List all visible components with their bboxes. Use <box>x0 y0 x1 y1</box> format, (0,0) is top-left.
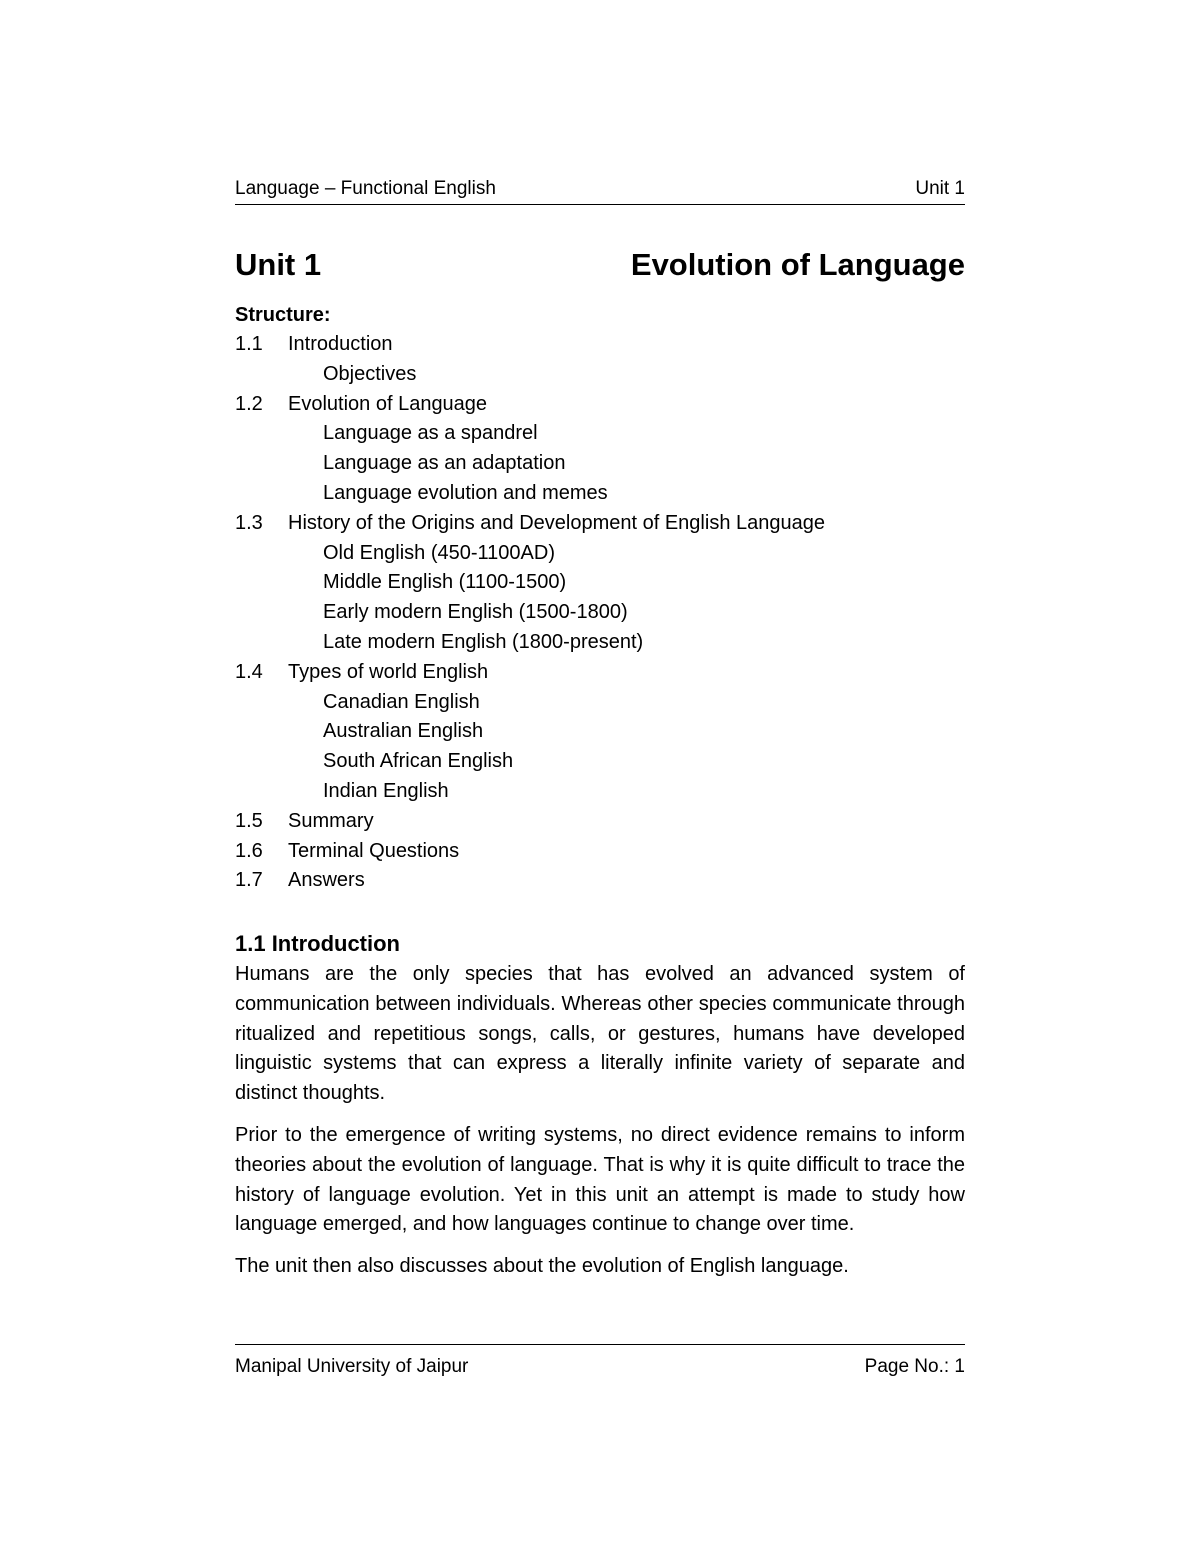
structure-subitem <box>235 717 965 747</box>
structure-subitem <box>235 628 965 658</box>
structure-subitem <box>235 360 965 390</box>
structure-subitem <box>235 598 965 628</box>
structure-item-label: Middle English (1100-1500) <box>323 571 567 594</box>
footer-rule <box>235 1344 965 1345</box>
header-course-title: Language – Functional English <box>235 178 496 199</box>
structure-item <box>235 330 965 360</box>
unit-number: Unit 1 <box>235 247 322 282</box>
structure-item-label: Indian English <box>323 779 449 802</box>
structure-item-label: Australian English <box>323 720 484 743</box>
introduction-section <box>235 928 965 1294</box>
structure-item-label: Late modern English (1800-present) <box>323 630 644 653</box>
structure-item-label: Answers <box>288 869 365 892</box>
structure-item-label: Summary <box>288 809 374 832</box>
running-footer <box>235 1355 965 1379</box>
structure-item-number: 1.4 <box>235 660 263 683</box>
structure-item <box>235 390 965 420</box>
footer-page-number: Page No.: 1 <box>864 1356 965 1377</box>
structure-item <box>235 509 965 539</box>
structure-item-label: Evolution of Language <box>288 392 488 415</box>
structure-item <box>235 866 965 896</box>
structure-item-number: 1.7 <box>235 869 263 892</box>
structure-outline <box>235 300 965 896</box>
structure-item-number: 1.2 <box>235 392 263 415</box>
structure-item-label: Language as an adaptation <box>323 452 566 475</box>
structure-list <box>235 330 965 896</box>
structure-subitem <box>235 747 965 777</box>
structure-item <box>235 837 965 867</box>
structure-subitem <box>235 539 965 569</box>
footer-institution: Manipal University of Jaipur <box>235 1356 469 1377</box>
structure-item-number: 1.5 <box>235 809 263 832</box>
structure-item-label: History of the Origins and Development of English Language <box>288 511 825 534</box>
structure-item-label: Types of world English <box>288 660 489 683</box>
header-rule <box>235 204 965 205</box>
structure-item-number: 1.6 <box>235 839 263 862</box>
structure-item-number: 1.1 <box>235 333 263 355</box>
section-heading: 1.1 Introduction <box>235 931 400 956</box>
structure-item <box>235 658 965 688</box>
paragraph: Humans are the only species that has evolved an advanced system of communication between individuals. Whereas other species communicate through ritualized and repetitious songs, calls, or gestures, humans have developed linguistic systems that can express a literally infinite variety of separate and distinct thoughts. <box>235 963 965 1105</box>
running-header <box>235 177 965 201</box>
structure-item-label: Introduction <box>288 333 393 355</box>
paragraph: The unit then also discusses about the evolution of English language. <box>235 1255 849 1278</box>
structure-item-label: Objectives <box>323 362 417 385</box>
structure-item-number: 1.3 <box>235 511 263 534</box>
structure-item-label: South African English <box>323 750 514 773</box>
structure-item-label: Language evolution and memes <box>323 481 608 504</box>
structure-subitem <box>235 479 965 509</box>
header-unit-label: Unit 1 <box>915 178 965 199</box>
paragraph: Prior to the emergence of writing systems, no direct evidence remains to inform theories about the evolution of language. That is why it is quite difficult to trace the history of language evolution. Yet in this unit an attempt is made to study how language emerged, and how languages continue to change over time. <box>235 1123 965 1236</box>
structure-heading: Structure: <box>235 304 331 326</box>
unit-name: Evolution of Language <box>630 247 965 282</box>
structure-subitem <box>235 777 965 807</box>
structure-subitem <box>235 568 965 598</box>
document-page <box>235 0 965 1553</box>
unit-title <box>235 246 965 284</box>
structure-subitem <box>235 449 965 479</box>
structure-item-label: Canadian English <box>323 690 480 713</box>
structure-subitem <box>235 688 965 718</box>
structure-item-label: Old English (450-1100AD) <box>323 541 555 564</box>
structure-item-label: Language as a spandrel <box>323 422 538 445</box>
structure-subitem <box>235 419 965 449</box>
structure-item-label: Terminal Questions <box>288 839 460 862</box>
structure-item-label: Early modern English (1500-1800) <box>323 601 628 624</box>
structure-item <box>235 807 965 837</box>
